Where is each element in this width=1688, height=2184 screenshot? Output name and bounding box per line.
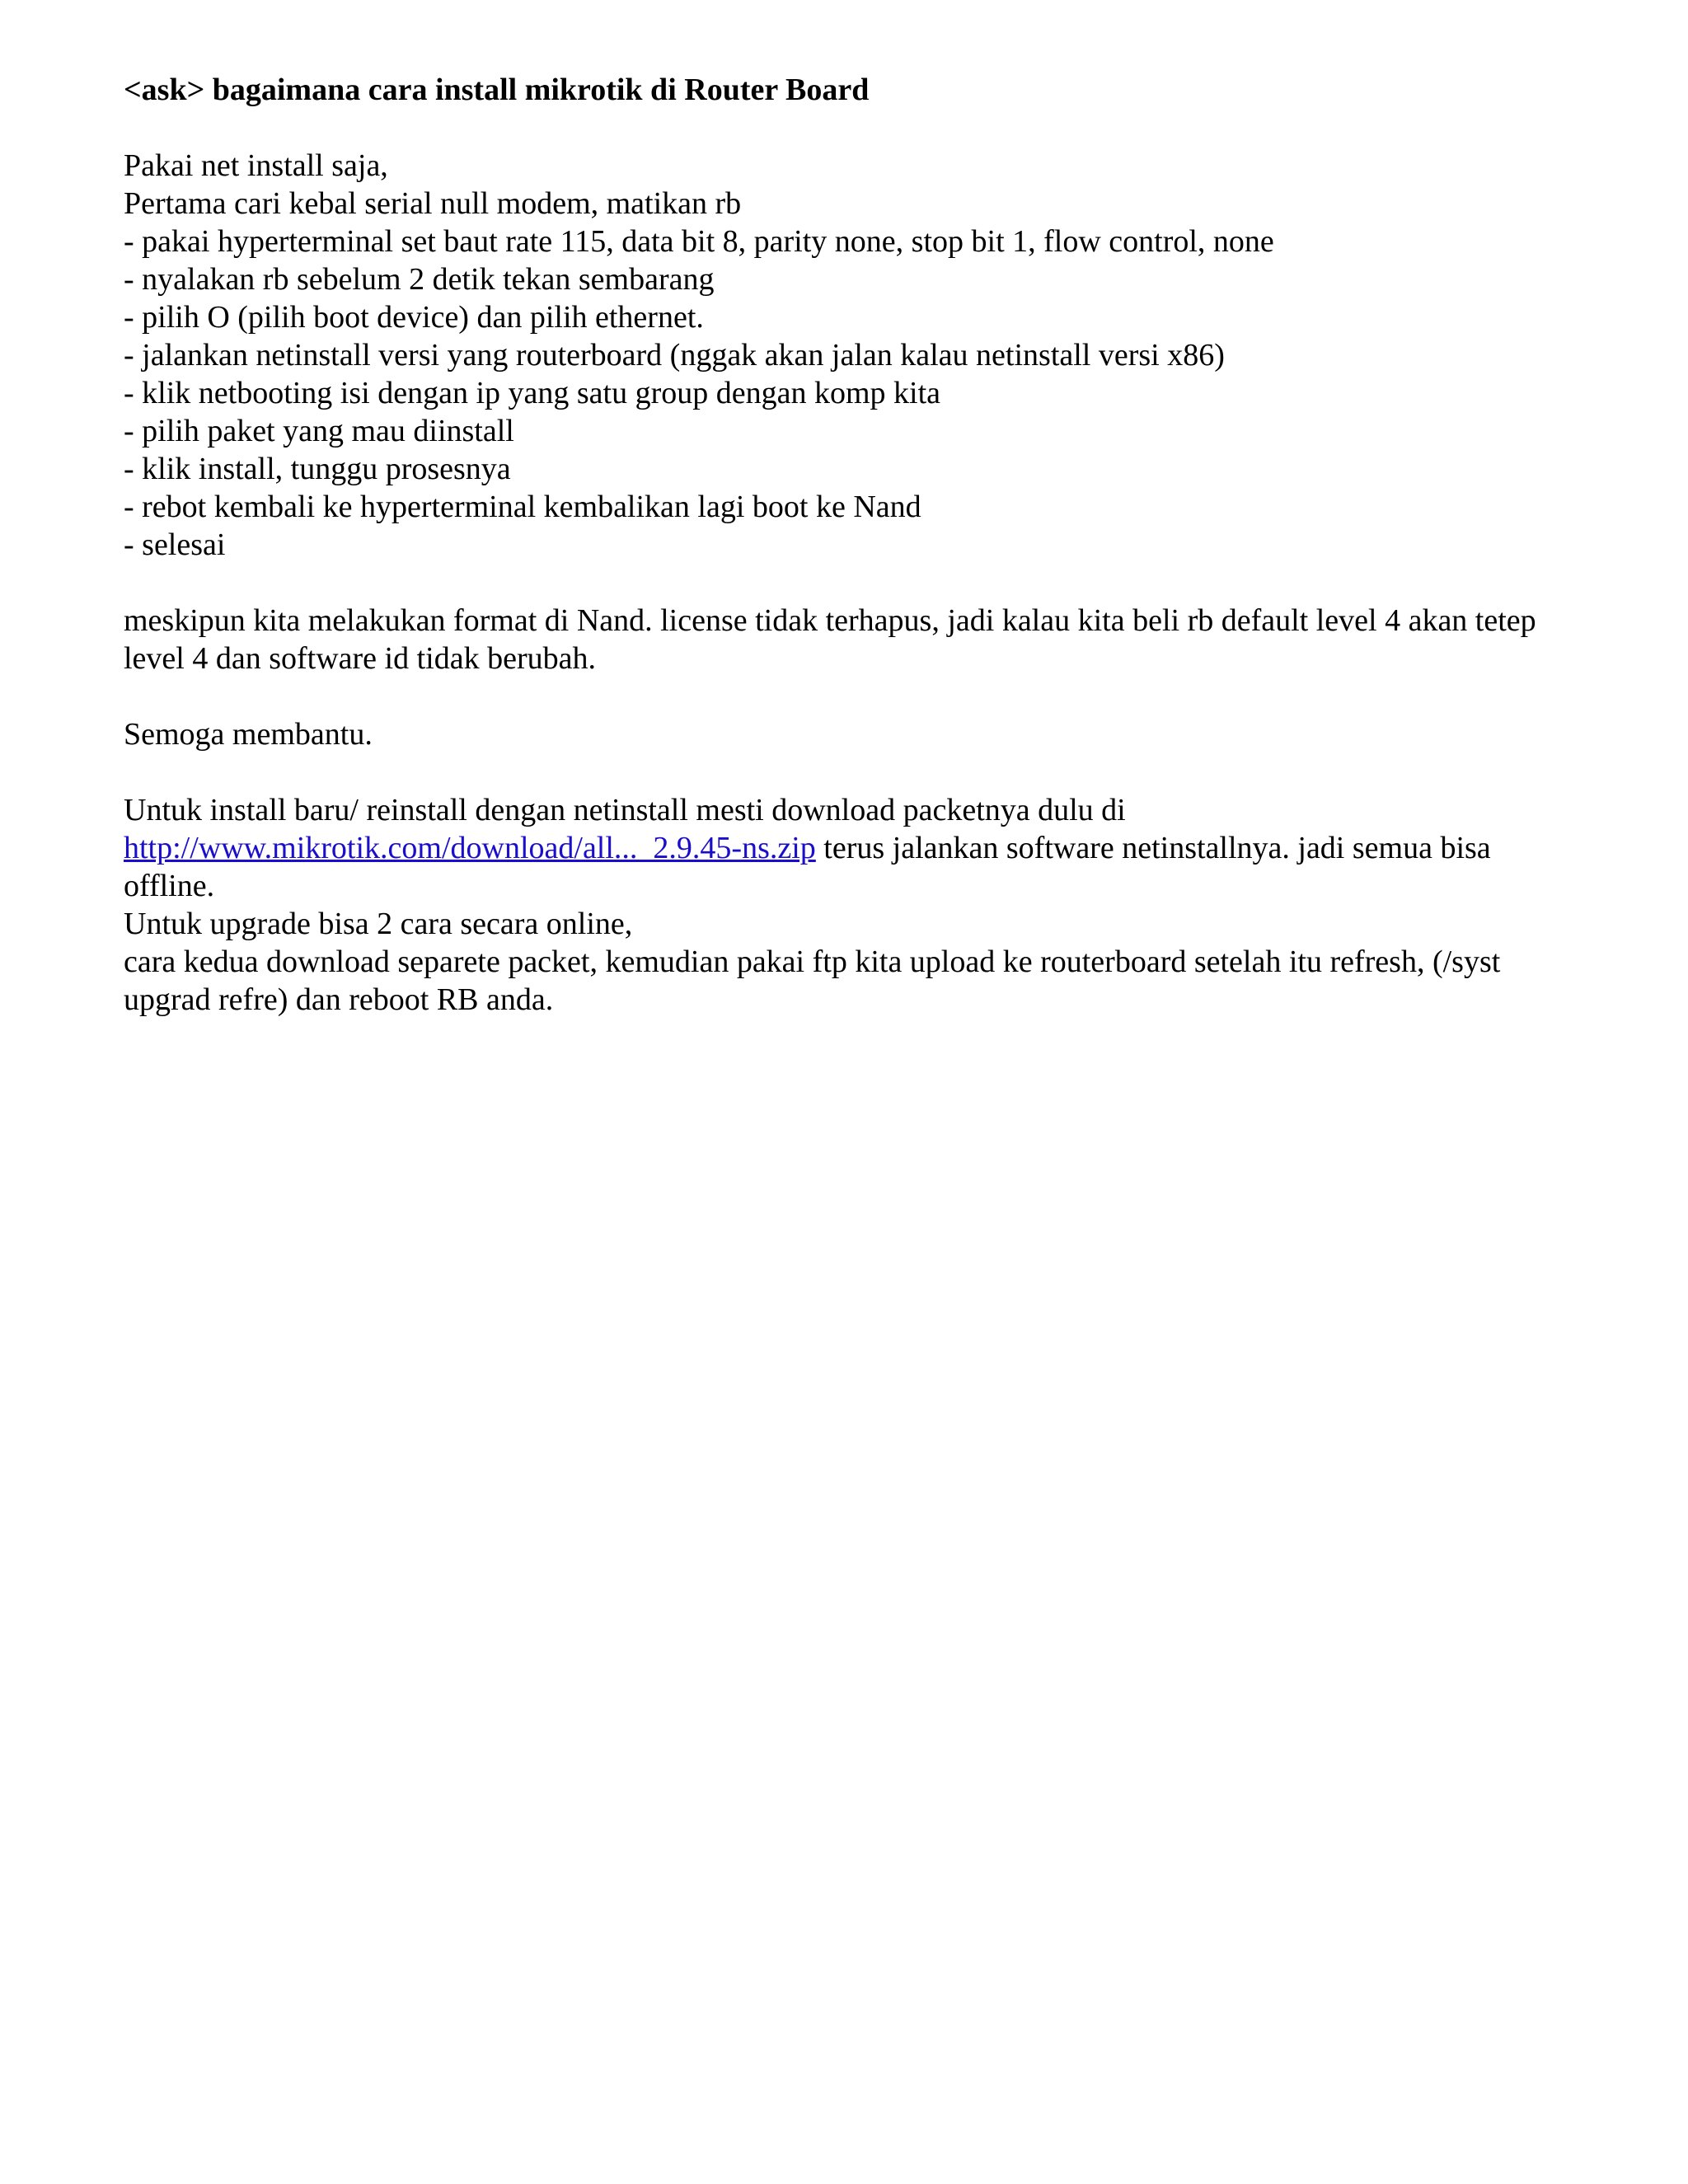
post-title: <ask> bagaimana cara install mikrotik di Router Board [124, 73, 870, 107]
closing-text: Semoga membantu. [124, 717, 373, 752]
step-9: - selesai [124, 527, 226, 562]
step-4: - jalankan netinstall versi yang routerboard (nggak akan jalan kalau netinstall versi x86) [124, 338, 1225, 373]
document-page [124, 71, 1574, 1057]
download-link[interactable]: http://www.mikrotik.com/download/all..._2.9.45-ns.zip [124, 831, 816, 865]
download-sentence [124, 829, 1574, 905]
after-link-text: terus jalankan software netinstallnya. jadi semua bisa offline. [124, 831, 1491, 903]
intro-line-2: Pertama cari kebal serial null modem, matikan rb [124, 186, 742, 221]
intro-line-1: Pakai net install saja, [124, 148, 388, 183]
reinstall-block [124, 791, 1574, 1019]
upgrade-line: Untuk upgrade bisa 2 cara secara online, [124, 907, 633, 941]
step-3: - pilih O (pilih boot device) dan pilih ethernet. [124, 300, 704, 335]
second-way-text: cara kedua download separete packet, kemudian pakai ftp kita upload ke routerboard setelah itu refresh, (/syst upgrad refre) dan reboot RB anda. [124, 944, 1501, 1017]
license-note: meskipun kita melakukan format di Nand. license tidak terhapus, jadi kalau kita beli rb default level 4 akan tetep level 4 dan software id tidak berubah. [124, 603, 1536, 676]
step-8: - rebot kembali ke hyperterminal kembalikan lagi boot ke Nand [124, 490, 921, 524]
step-7: - klik install, tunggu prosesnya [124, 452, 511, 486]
instructions-block [124, 147, 1574, 564]
step-1: - pakai hyperterminal set baut rate 115, data bit 8, parity none, stop bit 1, flow control, none [124, 224, 1274, 259]
step-5: - klik netbooting isi dengan ip yang satu group dengan komp kita [124, 376, 941, 410]
reinstall-line: Untuk install baru/ reinstall dengan netinstall mesti download packetnya dulu di [124, 793, 1126, 827]
step-2: - nyalakan rb sebelum 2 detik tekan sembarang [124, 262, 715, 297]
step-6: - pilih paket yang mau diinstall [124, 414, 514, 448]
